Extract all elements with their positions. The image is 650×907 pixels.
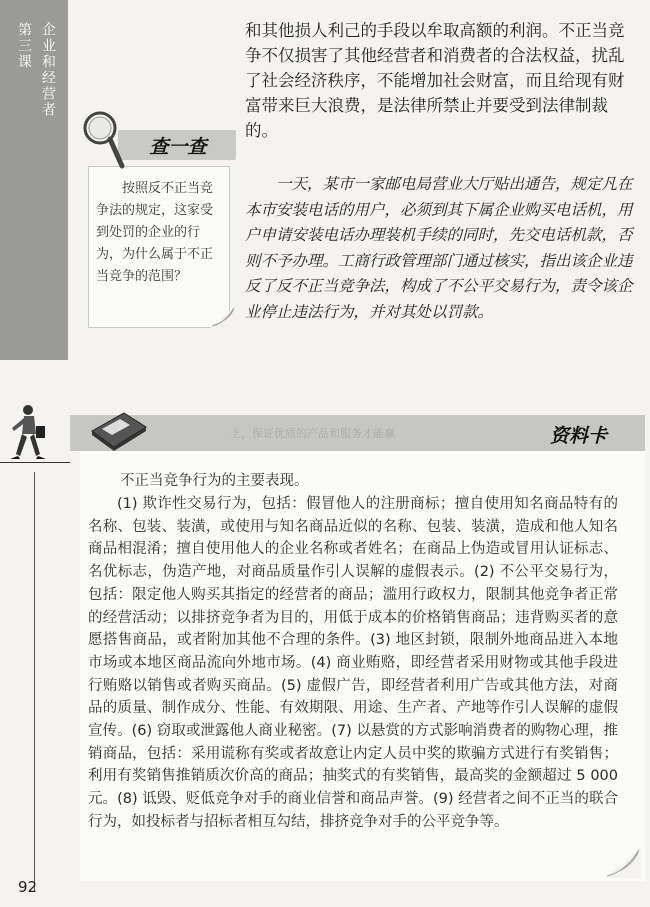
divider-line <box>0 462 70 463</box>
floppy-disk-icon <box>88 409 148 453</box>
businessman-figure <box>6 404 48 460</box>
card-band-text: 上，保证优质的产品和服务才能赢 <box>230 427 395 440</box>
main-paragraph-2: 一天，某市一家邮电局营业大厅贴出通告，规定凡在本市安装电话的用户，必须到其下属企业购买电话机，用户申请安装电话办理装机手续的同时，先交电话机款，否则不予办理。工商行政管理部门通过核实，指出该企业违反了反不正当竞争法，构成了不公平交易行为，责令该企业停止违法行为，并对其处以罚款。 <box>245 175 633 321</box>
margin-line <box>34 472 35 892</box>
lesson-label: 第三课 <box>16 22 32 70</box>
card-title: 资料卡 <box>550 425 608 447</box>
topic-label: 企业和经营者 <box>40 22 56 118</box>
page-curl-icon <box>210 306 236 328</box>
chapter-sidebar <box>0 0 68 360</box>
main-paragraph-1: 和其他损人利己的手段以牟取高额的利润。不正当竞争不仅损害了其他经营者和消费者的合法权益，扰乱了社会经济秩序，不能增加社会财富，而且给现有财富带来巨大浪费，是法律所禁止并要受到法律制裁的。 <box>245 21 625 140</box>
card-page-curl-icon <box>605 848 641 878</box>
card-body-text: (1) 欺诈性交易行为，包括：假冒他人的注册商标；擅自使用知名商品特有的名称、包装、装潢，或使用与知名商品近似的名称、包装、装潢，造成和他人知名商品相混淆；擅自使用他人的企业名称或者姓名；在商品上伪造或冒用认证标志、名优标志，伪造产地，对商品质量作引人误解的虚假表示。(2) 不公平交易行为，包括：限定他人购买其指定的经营者的商品；滥用行政权力，限制其他竞争者正常的经营活动；以排挤竞争者为目的，用低于成本的价格销售商品；违背购买者的意愿搭售商品，或者附加其他不合理的条件。(3) 地区封锁，限制外地商品进入本地市场或本地区商品流向外地市场。(4) 商业贿赂，即经营者采用财物或其他手段进行贿赂以销售或者购买商品。(5) 虚假广告，即经营者利用广告或其他方法，对商品的质量、制作成分、性能、有效期限、用途、生产者、产地等作引人误解的虚假宣传。(6) 窃取或泄露他人商业秘密。(7) 以悬赏的方式影响消费者的购物心理，推销商品，包括：采用谎称有奖或者故意让内定人员中奖的欺骗方式进行有奖销售；利用有奖销售推销质次价高的商品；抽奖式的有奖销售，最高奖的金额超过 5 000 元。(8) 诋毁、贬低竞争对手的商业信誉和商品声誉。(9) 经营者之间不正当的联合行为，如投标者与招标者相互勾结，排挤竞争对手的公平竞争等。 <box>88 496 618 830</box>
check-title: 查一查 <box>149 136 207 158</box>
card-heading: 不正当竞争行为的主要表现。 <box>120 473 309 489</box>
check-question: 按照反不正当竞争法的规定，这家受到处罚的企业的行为，为什么属于不正当竞争的范围？ <box>96 181 214 284</box>
magnifier-icon <box>78 108 128 178</box>
page-number: 92 <box>18 878 38 896</box>
